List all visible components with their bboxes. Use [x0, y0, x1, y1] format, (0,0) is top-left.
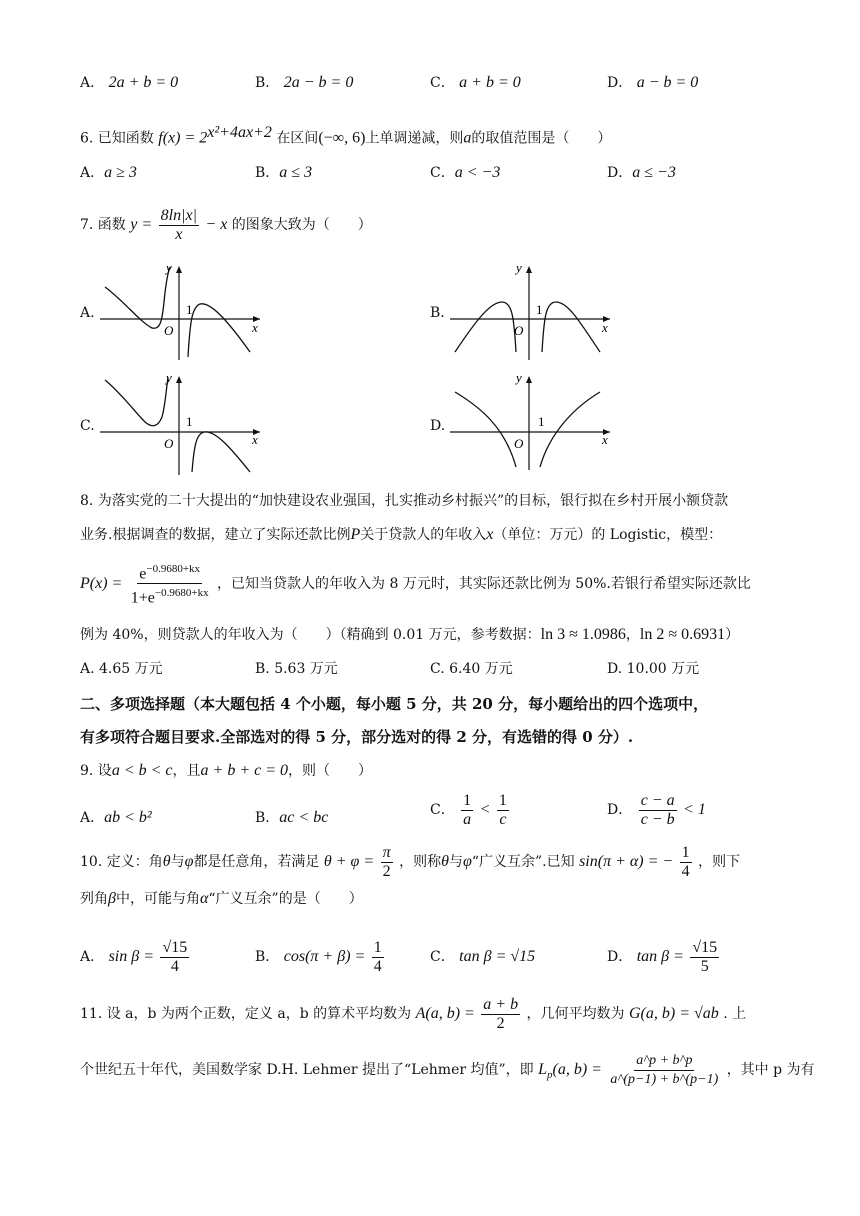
denominator: c − b [640, 810, 675, 828]
variable: θ [441, 853, 449, 870]
y-label: y [516, 262, 522, 275]
option-label: B． [255, 75, 280, 91]
curve-left [455, 302, 516, 352]
origin-label: O [164, 436, 174, 451]
denominator: 4 [681, 862, 690, 880]
q6-option-b [255, 162, 312, 184]
denominator: a [463, 810, 472, 828]
option-text: 2a − b = 0 [283, 74, 354, 91]
exponent: −0.9680+kx [146, 563, 201, 575]
graph-a-label: A. [80, 305, 95, 321]
option-text: a ≤ −3 [632, 164, 676, 181]
fraction [461, 792, 473, 829]
option-label: A． [80, 75, 105, 91]
math: y = [130, 216, 153, 233]
numerator: 1 [373, 938, 382, 956]
arrow-icon [526, 266, 532, 273]
math: f(x) = 2 [158, 129, 208, 147]
text: 上单调递减，则 [365, 130, 464, 147]
text: ，几何平均数为 [526, 1006, 625, 1022]
q5-option-b [255, 72, 353, 94]
numerator: a + b [483, 995, 519, 1013]
variable: P [350, 526, 361, 543]
numerator: c − a [640, 791, 675, 809]
graph-c [100, 372, 270, 477]
option-label: C． [430, 949, 455, 965]
graph-c-label: C. [80, 418, 95, 434]
graph-b [450, 262, 620, 362]
origin-label: O [514, 436, 524, 451]
tick-label: 1 [538, 414, 545, 429]
origin-label: O [514, 323, 524, 338]
variable: φ [462, 853, 472, 870]
text: 与 [448, 854, 463, 870]
q9-option-d [607, 790, 706, 830]
fraction [690, 939, 719, 976]
fraction [160, 939, 189, 976]
q8-option-d: D. 10.00 万元 [607, 661, 700, 677]
denominator: 5 [700, 957, 709, 975]
reference-1: ln 3 ≈ 1.0986 [540, 626, 626, 643]
fraction [497, 792, 509, 829]
text: 中，可能与角 [115, 891, 200, 907]
option-label: B． [255, 165, 280, 181]
q6-stem [80, 122, 611, 150]
math: sin(π + α) = − [579, 853, 674, 870]
numerator: 1 [498, 791, 507, 809]
x-label: x [602, 320, 608, 335]
curve-right [540, 392, 600, 467]
option-text: a ≥ 3 [104, 164, 137, 181]
curve-right [188, 304, 250, 357]
y-label: y [166, 372, 172, 385]
q8-line2 [80, 524, 722, 546]
option-label: D． [607, 75, 633, 91]
exponent: x²+4ax+2 [207, 124, 272, 141]
q10-line2 [80, 888, 363, 910]
math: a + b + c = 0 [200, 762, 289, 779]
q9-stem [80, 760, 372, 782]
variable: φ [184, 853, 194, 870]
section-heading-line1: 二、多项选择题（本大题包括 4 个小题，每小题 5 分，共 20 分，每小题给出的四个选项中， [80, 695, 709, 713]
denominator: 2 [382, 862, 391, 880]
numerator: a^p + b^p [634, 1052, 694, 1071]
numerator: π [382, 843, 391, 861]
denominator: 2 [496, 1014, 505, 1032]
variable: α [199, 890, 209, 907]
text: 例为 40%，则贷款人的年收入为（ ）（精确到 0.01 万元，参考数据： [80, 627, 541, 643]
option-text: a < −3 [454, 164, 501, 181]
text: 1+e [130, 589, 155, 607]
q6-option-d [607, 162, 676, 184]
fraction [680, 844, 692, 881]
graph-d-label: D. [430, 418, 446, 434]
text: ，其中 p 为有 [726, 1062, 815, 1078]
fraction [381, 844, 393, 881]
text: ，已知当贷款人的年收入为 8 万元时，其实际还款比例为 50%.若银行希望实际还款比 [217, 575, 751, 592]
text: 个世纪五十年代，美国数学家 D.H. Lehmer 提出了“Lehmer 均值”，即 [80, 1062, 534, 1078]
fraction [639, 792, 677, 829]
graph-d [450, 372, 620, 472]
denominator: c [499, 810, 507, 828]
variable: a [463, 129, 472, 147]
q11-line1 [80, 992, 746, 1036]
text: 列角 [80, 891, 108, 907]
option-label: C． [430, 75, 455, 91]
q10-line1 [80, 840, 740, 884]
math: a < b < c [111, 762, 173, 779]
curve-left [105, 377, 168, 426]
text: 业务.根据调查的数据，建立了实际还款比例 [80, 527, 351, 543]
option-label: C． [430, 165, 455, 181]
text: （单位：万元）的 Logistic，模型： [493, 527, 723, 543]
q10-option-c [430, 946, 535, 968]
reference-2: ln 2 ≈ 0.6931 [639, 626, 726, 643]
numerator [137, 560, 202, 584]
math: sin β = [108, 948, 155, 965]
math: A(a, b) = [415, 1005, 475, 1022]
text: 在区间 [276, 130, 319, 147]
q8-option-a: A. 4.65 万元 [80, 661, 163, 677]
text: 9. 设 [80, 763, 112, 779]
variable: β [108, 890, 116, 907]
math: (a, b) = [552, 1061, 602, 1078]
option-label: D． [607, 949, 633, 965]
origin-label: O [164, 323, 174, 338]
option-label: D． [607, 165, 633, 181]
section-heading-line2: 有多项符合题目要求.全部选对的得 5 分，部分选对的得 2 分，有选错的得 0 分）. [80, 728, 634, 746]
tick-label: 1 [186, 302, 193, 317]
math: θ + φ = [323, 853, 375, 870]
arrow-icon [176, 376, 182, 383]
text: 都是任意角，若满足 [193, 854, 320, 870]
numerator: 1 [681, 843, 690, 861]
math: cos(π + β) = [283, 948, 366, 965]
math: G(a, b) = √ab [628, 1005, 719, 1022]
option-text: tan β = √15 [459, 948, 536, 965]
q5-option-c [430, 72, 521, 94]
denominator [129, 584, 211, 607]
x-label: x [252, 432, 258, 447]
option-text: a ≤ 3 [279, 164, 313, 181]
curve-left [455, 392, 516, 467]
option-label: A． [80, 810, 105, 826]
arrow-icon [526, 376, 532, 383]
x-label: x [602, 432, 608, 447]
text: ，则（ ） [288, 763, 373, 779]
text: ，且 [172, 763, 201, 779]
option-label: D． [607, 802, 633, 818]
numerator: 1 [463, 791, 472, 809]
option-text: a − b = 0 [636, 74, 699, 91]
q6-option-a [80, 162, 137, 184]
y-label: y [166, 262, 172, 275]
text: ，则下 [698, 854, 741, 870]
q8-option-b: B. 5.63 万元 [255, 661, 338, 677]
numerator: √15 [162, 938, 188, 956]
curve-right [192, 432, 250, 472]
x-label: x [252, 320, 258, 335]
text: 与 [170, 854, 185, 870]
text: 10. 定义：角 [80, 854, 163, 870]
text: e [139, 565, 147, 583]
tick-label: 1 [186, 414, 193, 429]
text: 的取值范围是（ ） [471, 130, 612, 147]
math: L [538, 1061, 548, 1078]
q10-option-d [607, 935, 721, 979]
text: 6. 已知函数 [80, 130, 154, 147]
fraction [481, 996, 520, 1033]
q9-option-a [80, 798, 152, 838]
text: 关于贷款人的年收入 [360, 527, 487, 543]
tick-label: 1 [536, 302, 543, 317]
math: P(x) = [80, 574, 123, 592]
interval: (−∞, 6) [318, 129, 366, 147]
relation: < [479, 801, 491, 818]
fraction [608, 1052, 720, 1089]
option-text: 2a + b = 0 [108, 74, 179, 91]
text: . 上 [723, 1006, 747, 1022]
q8-line1: 8. 为落实党的二十大提出的“加快建设农业强国，扎实推动乡村振兴”的目标，银行拟在乡村开展小额贷款 [80, 493, 729, 509]
text: ， [625, 627, 640, 643]
q5-option-a [80, 72, 178, 94]
variable: θ [162, 853, 171, 870]
text: ） [725, 627, 740, 643]
text: ，则称 [399, 854, 442, 870]
option-label: A． [80, 165, 105, 181]
text: 的图象大致为（ ） [231, 217, 372, 233]
q5-option-d [607, 72, 698, 94]
option-label: B． [255, 949, 280, 965]
numerator: √15 [692, 938, 718, 956]
math: tan β = [636, 948, 684, 965]
text: 11. 设 a，b 为两个正数，定义 a，b 的算术平均数为 [80, 1006, 412, 1022]
denominator: a^(p−1) + b^(p−1) [610, 1071, 719, 1087]
q10-option-a [80, 935, 191, 979]
graph-b-label: B. [430, 305, 445, 321]
q6-option-c [430, 162, 500, 184]
subscript: p [547, 1068, 553, 1081]
option-label: B． [255, 810, 280, 826]
q11-line2 [80, 1048, 815, 1097]
q9-option-b [255, 798, 328, 838]
text: “广义互余”.已知 [471, 854, 575, 870]
math: − x [205, 216, 228, 233]
curve-right [542, 302, 600, 352]
variable: x [486, 526, 494, 543]
option-text: a + b = 0 [459, 74, 521, 91]
q7-stem [80, 205, 372, 245]
denominator: 4 [170, 957, 179, 975]
q10-option-b [255, 935, 386, 979]
q8-line4 [80, 624, 739, 646]
q8-line3 [80, 560, 751, 608]
option-label: C． [430, 802, 455, 818]
fraction [372, 939, 384, 976]
denominator: x [175, 225, 183, 243]
arrow-icon [176, 266, 182, 273]
q8-option-c: C. 6.40 万元 [430, 661, 513, 677]
relation: < 1 [683, 801, 706, 818]
text: “广义互余”的是（ ） [208, 891, 363, 907]
option-label: A． [80, 949, 105, 965]
graph-a [100, 262, 270, 362]
text: 7. 函数 [80, 217, 126, 233]
q9-option-c [430, 790, 511, 830]
fraction [159, 207, 199, 244]
numerator: 8ln|x| [160, 206, 197, 224]
option-text: ac < bc [279, 809, 329, 826]
option-text: ab < b² [104, 809, 152, 826]
exponent: −0.9680+kx [154, 587, 209, 600]
y-label: y [516, 372, 522, 385]
denominator: 4 [373, 957, 382, 975]
fraction [129, 560, 211, 608]
